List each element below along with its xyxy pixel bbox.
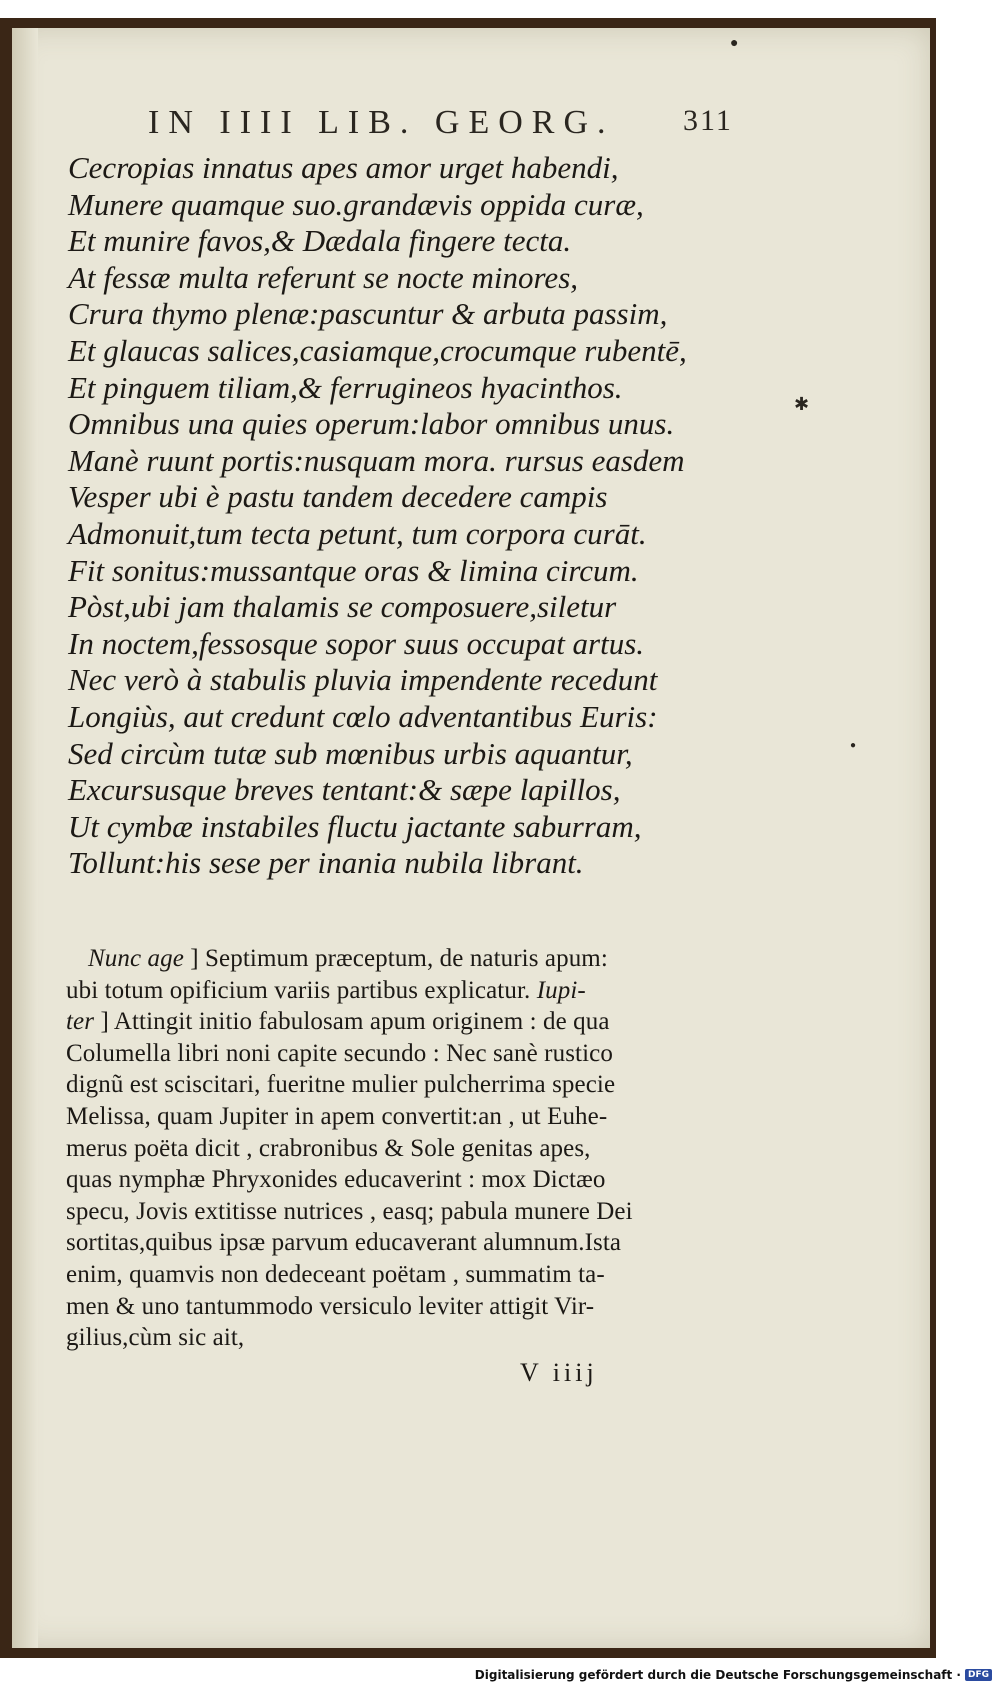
running-head xyxy=(148,104,733,148)
verse-line: Longiùs, aut credunt cœlo adventantibus Euris: xyxy=(68,698,658,734)
commentary-lemma: Nunc age xyxy=(88,945,184,972)
verse-line: Ut cymbæ instabiles fluctu jactante saburram, xyxy=(68,808,642,844)
ink-speck: ● xyxy=(730,36,739,51)
commentary-line: Melissa, quam Jupiter in apem convertit:an , ut Euhe- xyxy=(66,1102,608,1130)
verse-line: Manè ruunt portis:nusquam mora. rursus easdem xyxy=(68,442,685,478)
commentary-line: gilius,cùm sic ait, xyxy=(66,1324,245,1352)
commentary-lemma: Iupi- xyxy=(536,976,586,1004)
commentary-block xyxy=(66,943,748,1354)
verse-line: Vesper ubi è pastu tandem decedere campis xyxy=(68,479,608,515)
commentary-line: men & uno tantummodo versiculo leviter attigit Vir- xyxy=(66,1292,595,1320)
commentary-text: ] Attingit initio fabulosam apum originem : de qua xyxy=(100,1008,610,1036)
verse-line: Sed circùm tutæ sub mœnibus urbis aquantur, xyxy=(68,735,633,771)
verse-block xyxy=(68,150,748,882)
verse-line: Munere quamque suo.grandævis oppida curæ, xyxy=(68,186,644,222)
verse-line: Cecropias innatus apes amor urget habendi, xyxy=(68,150,619,185)
commentary-line: sortitas,quibus ipsæ parvum educaverant alumnum.Ista xyxy=(66,1229,622,1257)
verse-line: At fessæ multa referunt se nocte minores, xyxy=(68,259,579,295)
verse-line: Admonuit,tum tecta petunt, tum corpora curāt. xyxy=(68,515,647,551)
verse-line: Et pinguem tiliam,& ferrugineos hyacinthos. xyxy=(68,369,623,405)
verse-line: Nec verò à stabulis pluvia impendente recedunt xyxy=(68,662,658,698)
verse-line: In noctem,fessosque sopor suus occupat artus. xyxy=(68,625,645,661)
commentary-text: ] Septimum præceptum, de naturis apum: xyxy=(190,945,608,972)
commentary-line: enim, quamvis non dedeceant poëtam , summatim ta- xyxy=(66,1260,605,1288)
commentary-line: Columella libri noni capite secundo : Nec sanè rustico xyxy=(66,1039,613,1067)
verse-line: Crura thymo plenæ:pascuntur & arbuta passim, xyxy=(68,296,668,332)
commentary-line xyxy=(66,1006,748,1038)
footer-credit: Digitalisierung gefördert durch die Deutsche Forschungsgemeinschaft · xyxy=(474,1668,961,1682)
verse-line: Excursusque breves tentant:& sæpe lapillos, xyxy=(68,772,621,808)
commentary-line: specu, Jovis extitisse nutrices , easq; pabula munere Dei xyxy=(66,1197,633,1225)
commentary-line: quas nymphæ Phryxonides educaverint : mox Dictæo xyxy=(66,1166,606,1194)
dfg-logo-badge: DFG xyxy=(965,1669,992,1681)
verse-line: Tollunt:his sese per inania nubila librant. xyxy=(68,845,584,881)
verse-line: Et glaucas salices,casiamque,crocumque rubentē, xyxy=(68,332,687,368)
signature-mark: V iiij xyxy=(520,1358,598,1387)
verse-line: Fit sonitus:mussantque oras & limina circum. xyxy=(68,552,639,588)
verse-line: Omnibus una quies operum:labor omnibus unus. xyxy=(68,406,675,442)
running-title: IN IIII LIB. GEORG. xyxy=(148,104,615,141)
commentary-line xyxy=(66,975,748,1007)
verse-line: Et munire favos,& Dædala fingere tecta. xyxy=(68,223,572,259)
commentary-text: ubi totum opificium variis partibus explicatur. xyxy=(66,976,531,1004)
ink-speck: ● xyxy=(850,740,857,751)
commentary-lemma: ter xyxy=(66,1008,95,1036)
commentary-line: merus poëta dicit , crabronibus & Sole genitas apes, xyxy=(66,1134,591,1162)
verse-line: Pòst,ubi jam thalamis se composuere,siletur xyxy=(68,589,617,625)
commentary-line: dignũ est sciscitari, fueritne mulier pulcherrima specie xyxy=(66,1071,616,1099)
digitization-footer xyxy=(475,1668,992,1682)
page-number: 311 xyxy=(683,104,733,137)
commentary-line xyxy=(66,943,748,975)
page-gutter-edge xyxy=(12,28,38,1648)
ink-speck: ✱ xyxy=(794,394,810,414)
